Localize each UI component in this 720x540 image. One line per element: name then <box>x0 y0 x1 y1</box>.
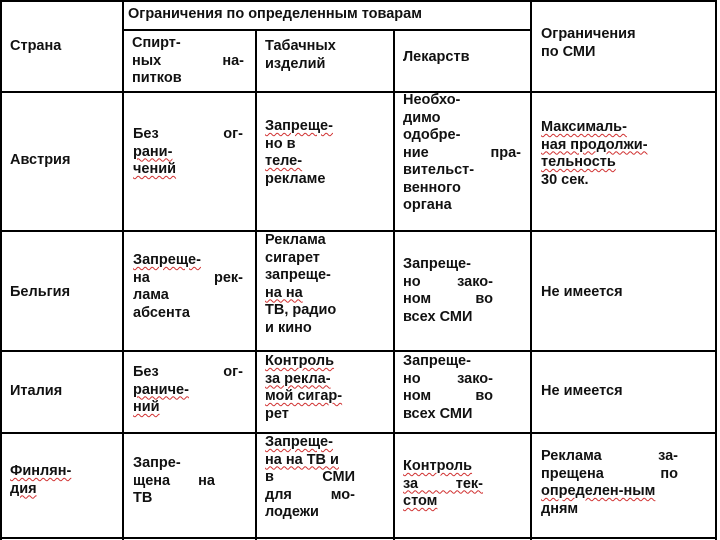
cell-line: Запре- <box>133 455 181 471</box>
header-tobacco-line: изделий <box>265 55 326 72</box>
row-austria-media <box>541 119 709 189</box>
row-belgium-medicine <box>403 256 493 326</box>
country-name: дия <box>10 480 37 497</box>
cell-line: определен-ным <box>541 483 656 499</box>
row-belgium-media <box>541 284 709 302</box>
row-italy-tobacco <box>265 353 385 423</box>
row-austria-country <box>10 152 115 170</box>
header-tobacco <box>265 38 385 73</box>
header-group <box>128 6 523 24</box>
header-media-line: Ограничения <box>541 26 636 42</box>
cell-line: стом <box>403 493 438 509</box>
cell-line: Реклама за- <box>541 448 678 464</box>
row-austria-medicine <box>403 92 521 215</box>
cell-line: лама <box>133 287 169 303</box>
cell-line: органа <box>403 197 452 213</box>
cell-line: рани- <box>133 143 173 160</box>
header-tobacco-line: Табачных <box>265 38 336 54</box>
country-name: Австрия <box>10 152 71 168</box>
cell-line: за рекла- <box>265 370 331 387</box>
header-alcohol-line: питков <box>132 70 182 86</box>
cell-line: одобре- <box>403 127 461 143</box>
row-finland-media <box>541 448 678 518</box>
cell-line: Запреще- <box>265 434 333 450</box>
cell-line: 30 сек. <box>541 171 589 188</box>
header-media-line: по СМИ <box>541 43 596 60</box>
cell-line: чений <box>133 161 177 177</box>
cell-line: лодежи <box>265 504 319 520</box>
grid-line <box>530 0 532 540</box>
header-medicine-text: Лекарств <box>403 49 470 65</box>
header-alcohol-line: Спирт- <box>132 35 181 51</box>
grid-line <box>122 0 124 540</box>
cell-line: рет <box>265 405 289 422</box>
cell-line: за тек- <box>403 475 483 492</box>
grid-line <box>715 0 717 540</box>
cell-line: сигарет <box>265 249 320 266</box>
cell-line: Не имеется <box>541 284 623 300</box>
cell-line: в СМИ <box>265 469 355 485</box>
grid-line <box>0 0 717 2</box>
row-italy-media <box>541 383 709 401</box>
cell-line: абсента <box>133 304 190 321</box>
grid-line <box>122 29 532 31</box>
row-italy-alcohol <box>133 364 243 417</box>
cell-line: ном во <box>403 388 493 404</box>
cell-line: раниче- <box>133 381 189 398</box>
cell-line: ТВ <box>133 490 153 506</box>
header-country-text: Страна <box>10 38 62 54</box>
cell-line: но зако- <box>403 370 493 387</box>
cell-line: Контроль <box>265 353 335 369</box>
grid-line <box>0 350 717 352</box>
cell-line: рекламе <box>265 170 326 187</box>
header-country <box>10 38 115 56</box>
cell-line: вительст- <box>403 162 475 178</box>
cell-line: запреще- <box>265 267 331 283</box>
cell-line: Запреще- <box>265 118 333 134</box>
grid-line <box>393 30 395 540</box>
country-name: Бельгия <box>10 284 71 300</box>
row-belgium-tobacco <box>265 232 385 337</box>
header-media <box>541 26 706 61</box>
cell-line: Без ог- <box>133 364 243 380</box>
cell-line: Запреще- <box>403 256 471 272</box>
cell-line: дням <box>541 500 579 517</box>
header-alcohol <box>132 35 244 88</box>
cell-line: Контроль <box>403 458 473 474</box>
header-medicine <box>403 49 523 67</box>
country-name: Финлян- <box>10 463 72 479</box>
cell-line: ний <box>133 399 160 415</box>
cell-line: Необхо- <box>403 92 461 108</box>
row-austria-alcohol <box>133 126 243 179</box>
row-belgium-country <box>10 284 115 302</box>
cell-line: димо <box>403 109 441 126</box>
row-finland-tobacco <box>265 434 355 522</box>
cell-line: и кино <box>265 319 312 336</box>
cell-line: для мо- <box>265 486 355 503</box>
grid-line <box>0 0 2 540</box>
grid-line <box>0 537 717 539</box>
row-italy-country <box>10 383 115 401</box>
row-belgium-alcohol <box>133 252 243 322</box>
cell-line: на рек- <box>133 269 243 286</box>
cell-line: ние пра- <box>403 144 521 161</box>
cell-line: Не имеется <box>541 383 623 399</box>
cell-line: тельность <box>541 154 616 170</box>
cell-line: прещена по <box>541 465 678 482</box>
row-italy-medicine <box>403 353 493 423</box>
header-alcohol-line: ных на- <box>132 52 244 69</box>
header-group-text: Ограничения по определенным товарам <box>128 6 422 22</box>
row-finland-medicine <box>403 458 483 511</box>
cell-line: всех СМИ <box>403 405 473 422</box>
cell-line: теле- <box>265 153 303 169</box>
grid-line <box>0 91 717 93</box>
cell-line: Без ог- <box>133 126 243 142</box>
cell-line: всех СМИ <box>403 308 473 325</box>
cell-line: на на <box>265 284 303 301</box>
cell-line: ТВ, радио <box>265 302 337 318</box>
grid-line <box>0 432 717 434</box>
cell-line: венного <box>403 179 461 196</box>
row-finland-alcohol <box>133 455 215 508</box>
country-name: Италия <box>10 383 63 399</box>
cell-line: но в <box>265 135 296 152</box>
cell-line: на на ТВ и <box>265 451 339 468</box>
row-austria-tobacco <box>265 118 385 188</box>
cell-line: но зако- <box>403 273 493 290</box>
cell-line: щена на <box>133 472 215 489</box>
grid-line <box>255 30 257 540</box>
cell-line: Запреще- <box>133 252 201 268</box>
cell-line: Реклама <box>265 232 326 248</box>
cell-line: Запреще- <box>403 353 471 369</box>
cell-line: мой сигар- <box>265 388 343 404</box>
cell-line: Максималь- <box>541 119 627 135</box>
cell-line: ная продолжи- <box>541 136 648 153</box>
row-finland-country <box>10 463 115 498</box>
cell-line: ном во <box>403 291 493 307</box>
